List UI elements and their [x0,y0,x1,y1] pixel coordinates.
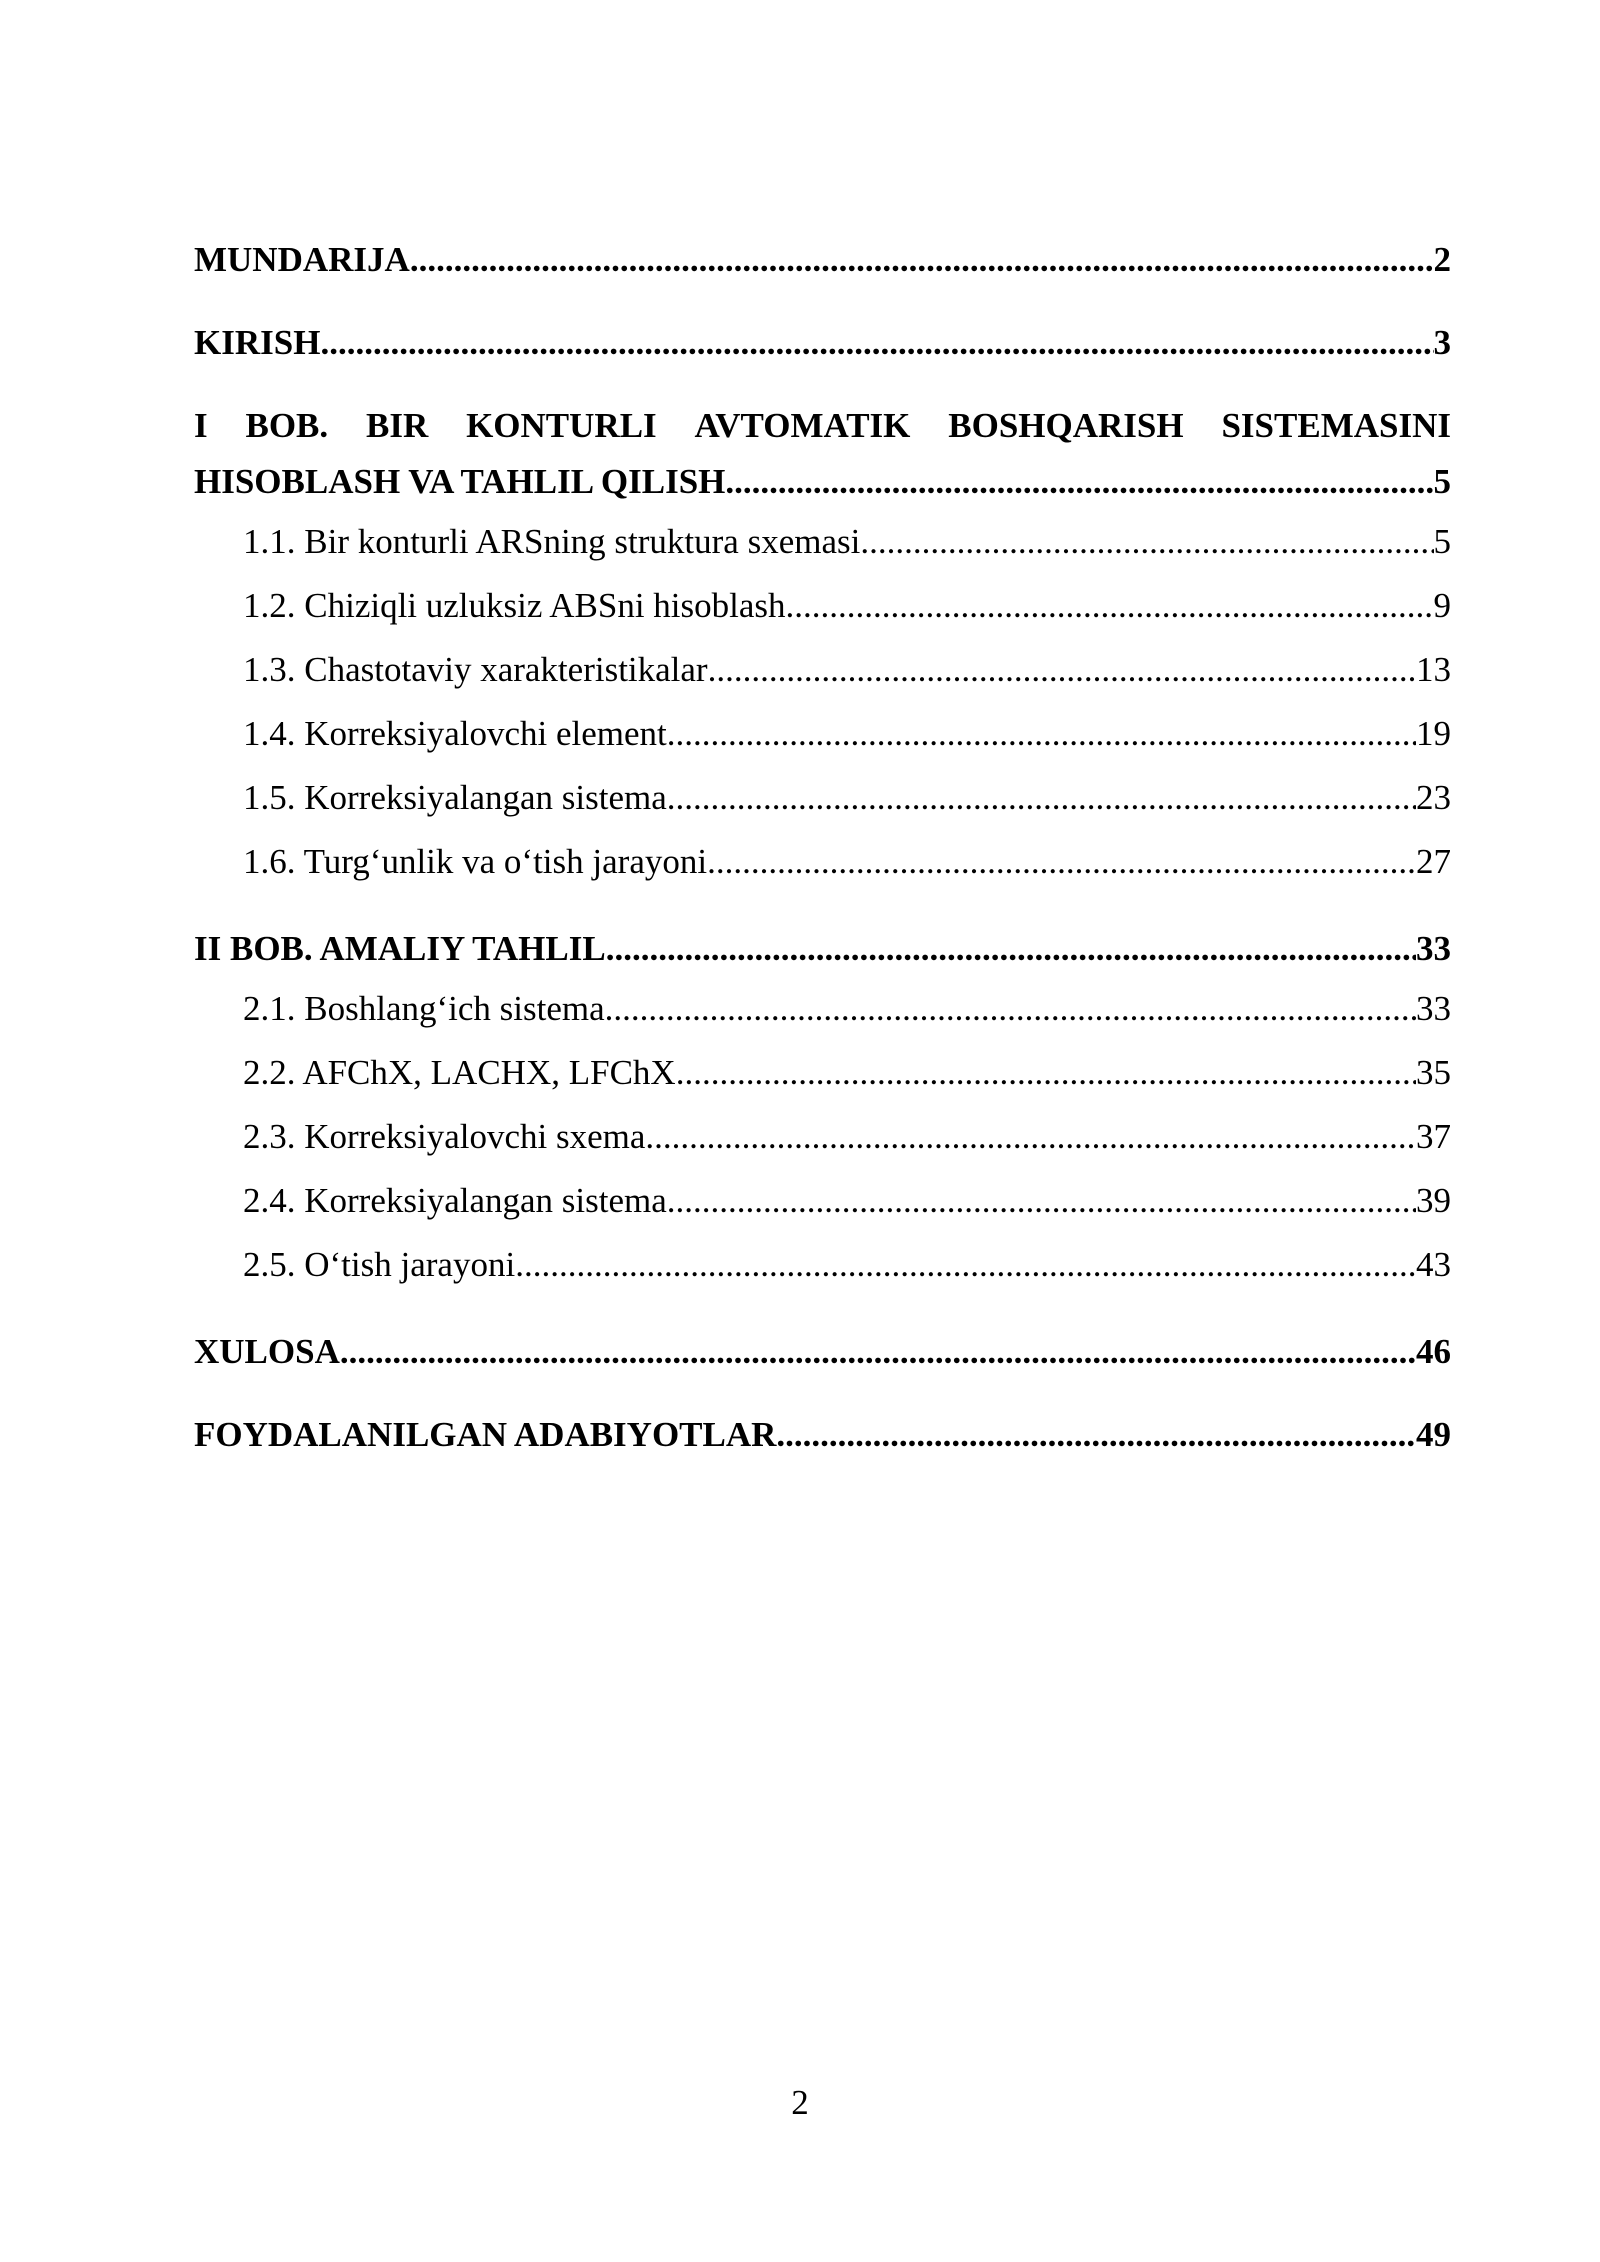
toc-entry-mundarija[interactable] [194,232,1451,288]
toc-entry-page: 46 [1416,1332,1451,1371]
toc-entry-page: 33 [1416,989,1451,1028]
toc-entry-page: 35 [1416,1053,1451,1092]
toc-section-2-1[interactable] [194,977,1451,1041]
toc-entry-page: 13 [1416,650,1451,689]
toc-section-2-5[interactable] [194,1233,1451,1297]
toc-entry-page: 2 [1433,240,1451,279]
chapter-1-word: I [194,406,208,445]
toc-entry-page: 9 [1433,586,1451,625]
toc-section-1-5[interactable] [194,766,1451,830]
toc-section-1-1[interactable] [194,510,1451,574]
toc-entry-page: 49 [1416,1415,1451,1454]
dot-leader [605,977,1416,1041]
toc-entry-label: 1.1. Bir konturli ARSning struktura sxemasi [243,522,861,561]
dot-leader [676,1041,1416,1105]
toc-entry-label: 1.6. Turg‘unlik va o‘tish jarayoni [243,842,708,881]
table-of-contents [194,232,1451,1463]
dot-leader [776,1407,1416,1463]
toc-entry-xulosa[interactable] [194,1324,1451,1380]
toc-entry-page: 23 [1416,778,1451,817]
toc-entry-label: 1.5. Korreksiyalangan sistema [243,778,667,817]
toc-section-2-4[interactable] [194,1169,1451,1233]
toc-entry-page: 3 [1433,323,1451,362]
toc-entry-label: MUNDARIJA [194,240,410,279]
chapter-1-word: BOSHQARISH [948,406,1184,445]
toc-entry-label: 2.5. O‘tish jarayoni [243,1245,516,1284]
dot-leader [667,1169,1416,1233]
chapter-1-title-line-1 [194,398,1451,454]
chapter-1-word: BOB. [245,406,329,445]
toc-entry-kirish[interactable] [194,315,1451,371]
toc-entry-label: 2.4. Korreksiyalangan sistema [243,1181,667,1220]
toc-entry-label: II BOB. AMALIY TAHLIL [194,929,606,968]
toc-section-2-3[interactable] [194,1105,1451,1169]
toc-section-1-2[interactable] [194,574,1451,638]
toc-entry-chapter-2[interactable] [194,921,1451,977]
toc-entry-page: 5 [1433,462,1451,501]
toc-entry-page: 19 [1416,714,1451,753]
toc-entry-page: 5 [1433,522,1451,561]
dot-leader [515,1233,1416,1297]
toc-entry-label: 2.3. Korreksiyalovchi sxema [243,1117,646,1156]
toc-entry-chapter-1[interactable] [194,398,1451,510]
toc-entry-label: KIRISH [194,323,321,362]
toc-entry-page: 37 [1416,1117,1451,1156]
toc-section-2-2[interactable] [194,1041,1451,1105]
toc-entry-label: XULOSA [194,1332,340,1371]
toc-entry-label: FOYDALANILGAN ADABIYOTLAR [194,1415,777,1454]
toc-entry-page: 33 [1416,929,1451,968]
dot-leader [786,574,1434,638]
dot-leader [410,232,1434,288]
dot-leader [606,921,1416,977]
toc-entry-page: 27 [1416,842,1451,881]
toc-entry-page: 43 [1416,1245,1451,1284]
chapter-1-word: BIR [365,406,429,445]
dot-leader [340,1324,1416,1380]
dot-leader [708,638,1416,702]
dot-leader [667,702,1416,766]
chapter-1-word: KONTURLI [466,406,657,445]
toc-entry-label: 1.4. Korreksiyalovchi element [243,714,667,753]
chapter-1-word: AVTOMATIK [694,406,911,445]
chapter-1-word: SISTEMASINI [1221,406,1451,445]
dot-leader [860,510,1433,574]
dot-leader [707,830,1416,894]
toc-entry-label: 2.1. Boshlang‘ich sistema [243,989,605,1028]
dot-leader [667,766,1416,830]
dot-leader [320,315,1433,371]
dot-leader [725,454,1433,510]
toc-entry-label: 1.3. Chastotaviy xarakteristikalar [243,650,708,689]
toc-entry-page: 39 [1416,1181,1451,1220]
toc-entry-adabiyotlar[interactable] [194,1407,1451,1463]
toc-entry-label: HISOBLASH VA TAHLIL QILISH [194,462,726,501]
dot-leader [645,1105,1416,1169]
toc-section-1-6[interactable] [194,830,1451,894]
toc-section-1-3[interactable] [194,638,1451,702]
page-number: 2 [791,2083,809,2122]
chapter-1-title-line-2 [194,454,1451,510]
toc-entry-label: 1.2. Chiziqli uzluksiz ABSni hisoblash [243,586,786,625]
toc-section-1-4[interactable] [194,702,1451,766]
toc-entry-label: 2.2. AFChX, LACHX, LFChX [243,1053,676,1092]
